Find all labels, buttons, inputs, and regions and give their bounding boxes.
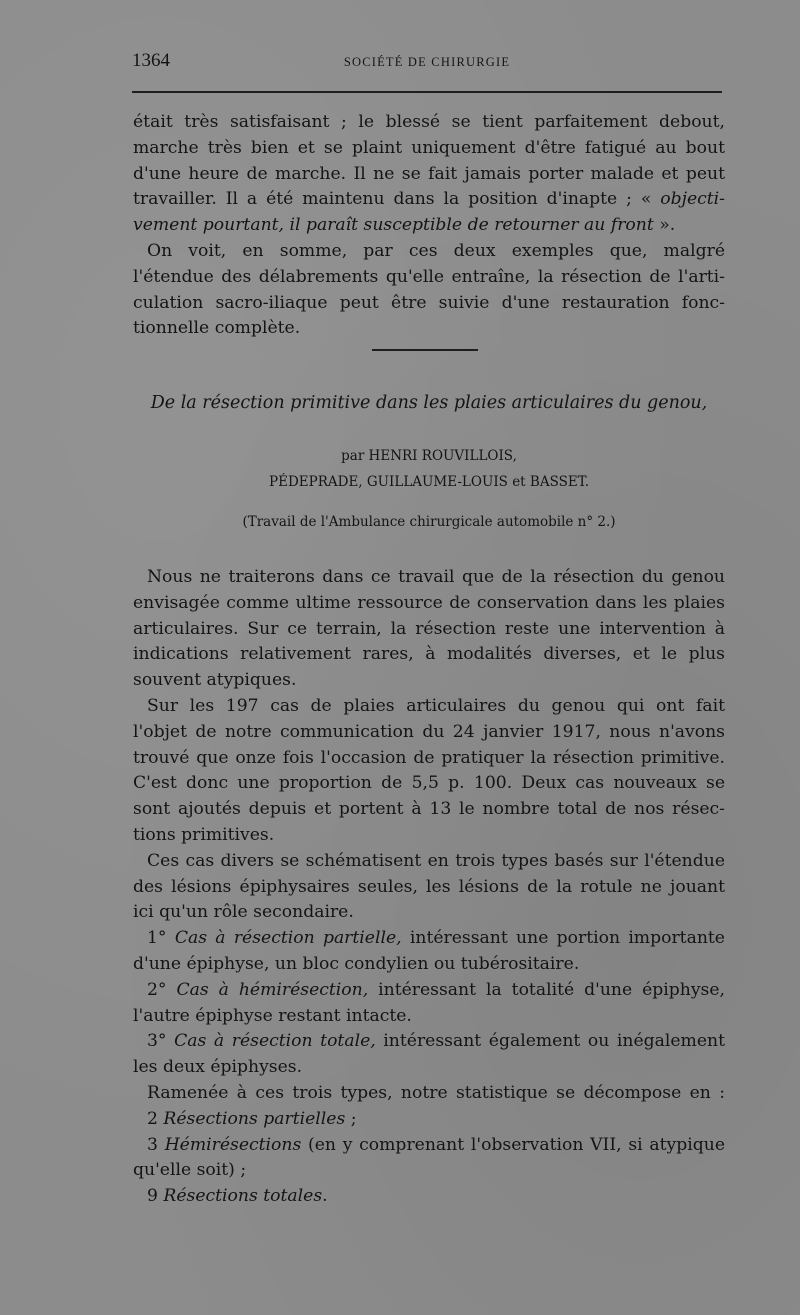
stats-count: 3 [147,1134,158,1155]
text-line: articulaires. Sur ce terrain, la résection reste une intervention à [133,618,725,639]
stats-item-3 [133,1184,725,1210]
text-line: culation sacro-iliaque peut être suivie d'une restauration fonc- [133,292,725,313]
text-fragment: (en y comprenant l'observation VII, si atypique [301,1134,726,1155]
page-number: 1364 [132,50,170,71]
header-rule [132,91,722,93]
list-number: 1° [147,928,167,949]
affiliation: (Travail de l'Ambulance chirurgicale automobile n° 2.) [242,514,616,530]
stats-paragraph [133,1081,725,1210]
italic-fragment: Résections partielles [163,1108,346,1129]
previous-article-conclusion [133,110,725,342]
article-title: De la résection primitive dans les plaies articulaires du genou, [150,393,708,413]
text-line: l'autre épiphyse restant intacte. [133,1005,412,1026]
italic-fragment: objecti- [660,189,725,210]
text-line: d'une épiphyse, un bloc condylien ou tubérositaire. [133,953,580,974]
italic-fragment: Cas à hémirésection, [176,979,369,1000]
italic-fragment: Cas à résection partielle, [174,928,402,949]
italic-fragment: vement pourtant, il paraît susceptible de retourner au front [133,215,654,236]
list-number: 2° [147,979,167,1000]
text-fragment: . [322,1186,328,1207]
text-line: indications relativement rares, à modalités diverses, et le plus [133,644,725,665]
article-body [133,565,725,1210]
text-line: Sur les 197 cas de plaies articulaires du genou qui ont fait [147,695,725,716]
text-line: marche très bien et se plaint uniquement d'être fatigué au bout [133,137,725,158]
text-line: les deux épiphyses. [133,1057,303,1078]
italic-fragment: Cas à résection totale, [174,1031,376,1052]
text-line: Nous ne traiterons dans ce travail que de la résection du genou [147,567,725,587]
text-line: des lésions épiphysaires seules, les lésions de la rotule ne jouant [133,876,725,897]
section-divider [372,349,478,351]
text-line: tionnelle complète. [133,318,301,339]
text-line: On voit, en somme, par ces deux exemples que, malgré [147,240,725,261]
authors [133,443,725,495]
running-head [132,50,722,74]
text-line: envisagée comme ultime ressource de conservation dans les plaies [133,592,725,613]
journal-title: SOCIÉTÉ DE CHIRURGIE [343,55,511,69]
text-line: tions primitives. [133,824,275,845]
type-1-paragraph [133,926,725,978]
text-fragment: intéressant également ou inégalement [375,1031,725,1052]
text-fragment: intéressant une portion importante [401,928,725,949]
text-line: Ramenée à ces trois types, notre statistique se décompose en : [147,1082,725,1103]
italic-fragment: Hémirésections [164,1134,302,1155]
text-line [133,978,725,1004]
stats-item-1 [133,1107,725,1133]
text-line [133,187,725,213]
stats-item-2 [133,1133,725,1159]
italic-fragment: Résections totales [163,1186,323,1207]
text-line [133,1029,725,1055]
text-line: ici qu'un rôle secondaire. [133,902,354,923]
text-line: d'une heure de marche. Il ne se fait jamais porter malade et peut [133,163,725,184]
text-line: l'objet de notre communication du 24 janvier 1917, nous n'avons [133,721,725,742]
type-3-paragraph [133,1029,725,1081]
text-line: C'est donc une proportion de 5,5 p. 100. Deux cas nouveaux se [133,773,725,794]
article-paragraph-1 [133,565,725,694]
text-line: Ces cas divers se schématisent en trois types basés sur l'étendue [147,850,725,871]
stats-count: 2 [147,1108,158,1129]
text-fragment: ; [345,1108,357,1129]
text-fragment: travailler. Il a été maintenu dans la position d'inapte ; « [133,189,652,210]
intro-paragraph-2 [133,239,725,342]
text-line: qu'elle soit) ; [133,1160,247,1181]
text-line [133,213,725,239]
list-number: 3° [147,1031,167,1052]
authors-line-2: PÉDEPRADE, GUILLAUME-LOUIS et BASSET. [269,474,589,490]
article-paragraph-3 [133,849,725,926]
text-fragment: ». [653,215,676,236]
type-2-paragraph [133,978,725,1030]
text-line: l'étendue des délabrements qu'elle entraîne, la résection de l'arti- [133,266,725,287]
text-line: était très satisfaisant ; le blessé se tient parfaitement debout, [133,112,725,132]
stats-count: 9 [147,1186,158,1207]
text-line [133,926,725,952]
text-line: trouvé que onze fois l'occasion de pratiquer la résection primitive. [133,747,725,768]
article-paragraph-2 [133,694,725,849]
authors-line-1: par HENRI ROUVILLOIS, [341,448,517,464]
text-line: sont ajoutés depuis et portent à 13 le nombre total de nos résec- [133,799,725,820]
text-fragment: intéressant la totalité d'une épiphyse, [368,979,726,1000]
text-line: souvent atypiques. [133,670,297,691]
intro-paragraph-1 [133,110,725,239]
